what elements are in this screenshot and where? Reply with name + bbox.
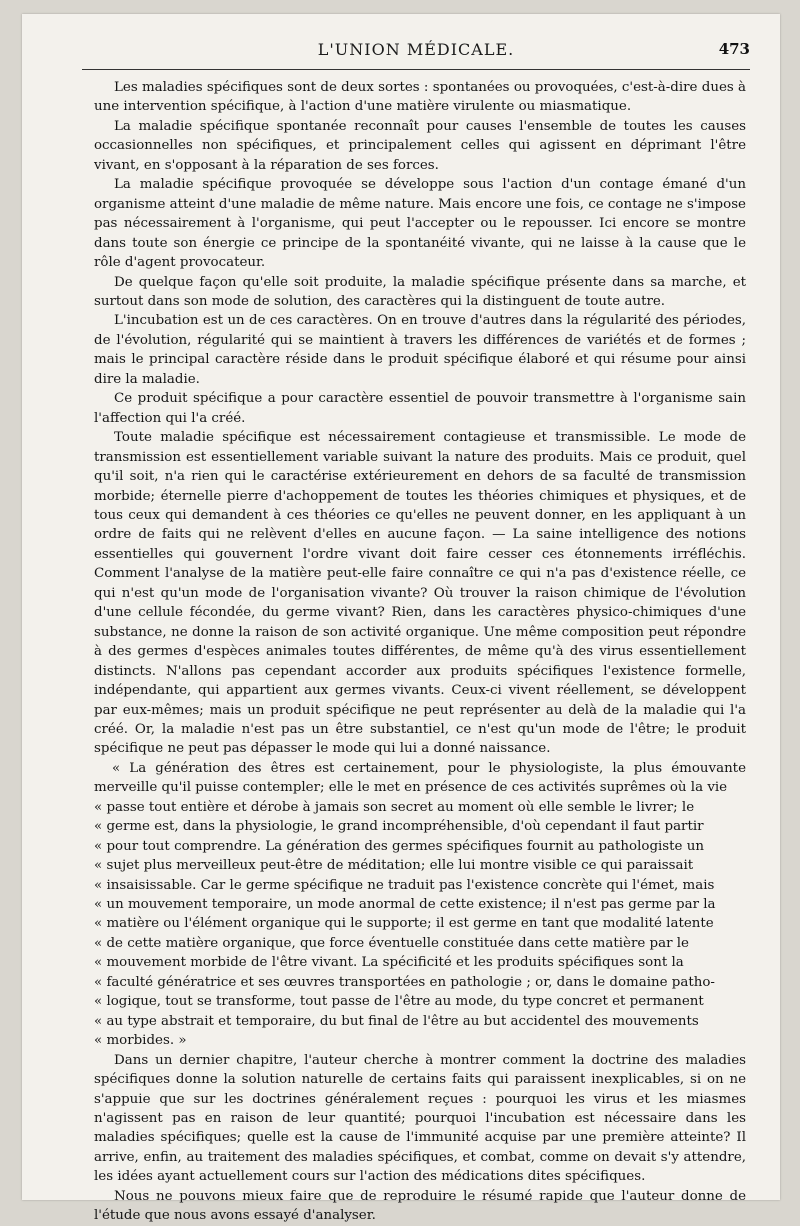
quote-line: « germe est, dans la physiologie, le grand incompréhensible, d'où cependant il faut partir xyxy=(94,819,704,835)
quote-line: « passe tout entière et dérobe à jamais son secret au moment où elle semble le livrer; le xyxy=(94,799,695,815)
quote-line: « insaisissable. Car le germe spécifique ne traduit pas l'existence concrète qui l'émet, mais xyxy=(94,877,715,893)
paragraph: Nous ne pouvons mieux faire que de reproduire le résumé rapide que l'auteur donne de l'étude que nous avons essayé d'analyser. xyxy=(94,1188,746,1224)
paragraph: Toute maladie spécifique est nécessairement contagieuse et transmissible. Le mode de transmission est essentiellement variable suivant la nature des produits. Mais ce produit, quel qu'il soit, n'a rien qui le caractérise extérieurement en dehors de sa faculté de transmission morbide; éternelle pierre d'achoppement de toutes les théories chimiques et physiques, et de tous ceux qui demandent à ces théories ce qu'elles ne peuvent donner, en les appliquant à un ordre de faits qui ne relèvent d'elles en aucune façon. — La saine intelligence des notions essentielles qui gouvernent l'ordre vivant doit faire cesser ces étonnements irréfléchis. Comment l'analyse de la matière peut-elle faire connaître ce qui n'a pas d'existence réelle, ce qui n'est qu'un mode de l'organisation vivante? Où trouver la raison chimique de l'évolution d'une cellule fécondée, du germe vivant? Rien, dans les caractères physico-chimiques d'une substance, ne donne la raison de son activité organique. Une même composition peut répondre à des germes d'espèces animales toutes différentes, de même qu'à des virus essentiellement distincts. N'allons pas cependant accorder aux produits spécifiques l'existence formelle, indépendante, qui appartient aux germes vivants. Ceux-ci vivent réellement, se développent par eux-mêmes; mais un produit spécifique ne peut représenter au delà de la maladie qui l'a créé. Or, la maladie n'est pas un être substantiel, ce n'est qu'un mode de l'être; le produit spécifique ne peut pas dépasser le mode qui lui a donné naissance. xyxy=(94,430,746,757)
quote-line: « pour tout comprendre. La génération des germes spécifiques fournit au pathologiste un xyxy=(94,838,704,854)
quote-line: « La génération des êtres est certainement, pour le physiologiste, la plus émouvante merveille qu'il puisse contempler; elle le met en présence de ces activités suprêmes où la vie xyxy=(94,760,746,796)
book-page xyxy=(22,14,780,1224)
page-header xyxy=(82,34,750,68)
quote-line: « faculté génératrice et ses œuvres transportées en pathologie ; or, dans le domaine patho- xyxy=(94,974,715,990)
quote-line: « matière ou l'élément organique qui le supporte; il est germe en tant que modalité latente xyxy=(94,916,714,932)
quote-line: « au type abstrait et temporaire, du but final de l'être au but accidentel des mouvements xyxy=(94,1013,699,1029)
quote-line: « morbides. » xyxy=(94,1033,187,1049)
running-title: L'UNION MÉDICALE. xyxy=(317,40,515,59)
header-rule xyxy=(82,69,750,70)
article-body xyxy=(94,78,746,1226)
paragraph: Ce produit spécifique a pour caractère essentiel de pouvoir transmettre à l'organisme sain l'affection qui l'a créé. xyxy=(94,391,746,426)
quote-line: « logique, tout se transforme, tout passe de l'être au mode, du type concret et permanent xyxy=(94,994,704,1010)
quote-line: « mouvement morbide de l'être vivant. La spécificité et les produits spécifiques sont la xyxy=(94,955,684,971)
quote-line: « sujet plus merveilleux peut-être de méditation; elle lui montre visible ce qui paraissait xyxy=(94,858,694,874)
paragraph: L'incubation est un de ces caractères. On en trouve d'autres dans la régularité des périodes, de l'évolution, régularité qui se maintient à travers les différences de variétés et de formes ; mais le principal caractère réside dans le produit spécifique élaboré et qui résume pour ainsi dire la maladie. xyxy=(94,313,746,387)
paragraph: Dans un dernier chapitre, l'auteur cherche à montrer comment la doctrine des maladies spécifiques donne la solution naturelle de certains faits qui paraissent inexplicables, si on ne s'appuie que sur les doctrines généralement reçues : pourquoi les virus et les miasmes n'agissent pas en raison de leur quantité; pourquoi l'incubation est nécessaire dans les maladies spécifiques; quelle est la cause de l'immunité acquise par une première atteinte? Il arrive, enfin, au traitement des maladies spécifiques, et combat, comme on devait s'y attendre, les idées ayant actuellement cours sur l'action des médications dites spécifiques. xyxy=(94,1052,746,1185)
quote-line: « de cette matière organique, que force éventuelle constituée dans cette matière par le xyxy=(94,935,689,951)
paragraph: De quelque façon qu'elle soit produite, la maladie spécifique présente dans sa marche, et surtout dans son mode de solution, des caractères qui la distinguent de toute autre. xyxy=(94,274,746,309)
page-number: 473 xyxy=(718,40,750,58)
quote-line: « un mouvement temporaire, un mode anormal de cette existence; il n'est pas germe par la xyxy=(94,897,716,913)
paragraph: La maladie spécifique provoquée se développe sous l'action d'un contage émané d'un organisme atteint d'une maladie de même nature. Mais encore une fois, ce contage ne s'impose pas nécessairement à l'organisme, qui peut l'accepter ou le repousser. Ici encore se montre dans toute son énergie ce principe de la spontanéité vivante, qui ne laisse à la cause que le rôle d'agent provocateur. xyxy=(94,177,746,271)
paragraph: La maladie spécifique spontanée reconnaît pour causes l'ensemble de toutes les causes occasionnelles non spécifiques, et principalement celles qui agissent en déprimant l'être vivant, en s'opposant à la réparation de ses forces. xyxy=(94,118,746,173)
paragraph: Les maladies spécifiques sont de deux sortes : spontanées ou provoquées, c'est-à-dire dues à une intervention spécifique, à l'action d'une matière virulente ou miasmatique. xyxy=(94,80,746,115)
